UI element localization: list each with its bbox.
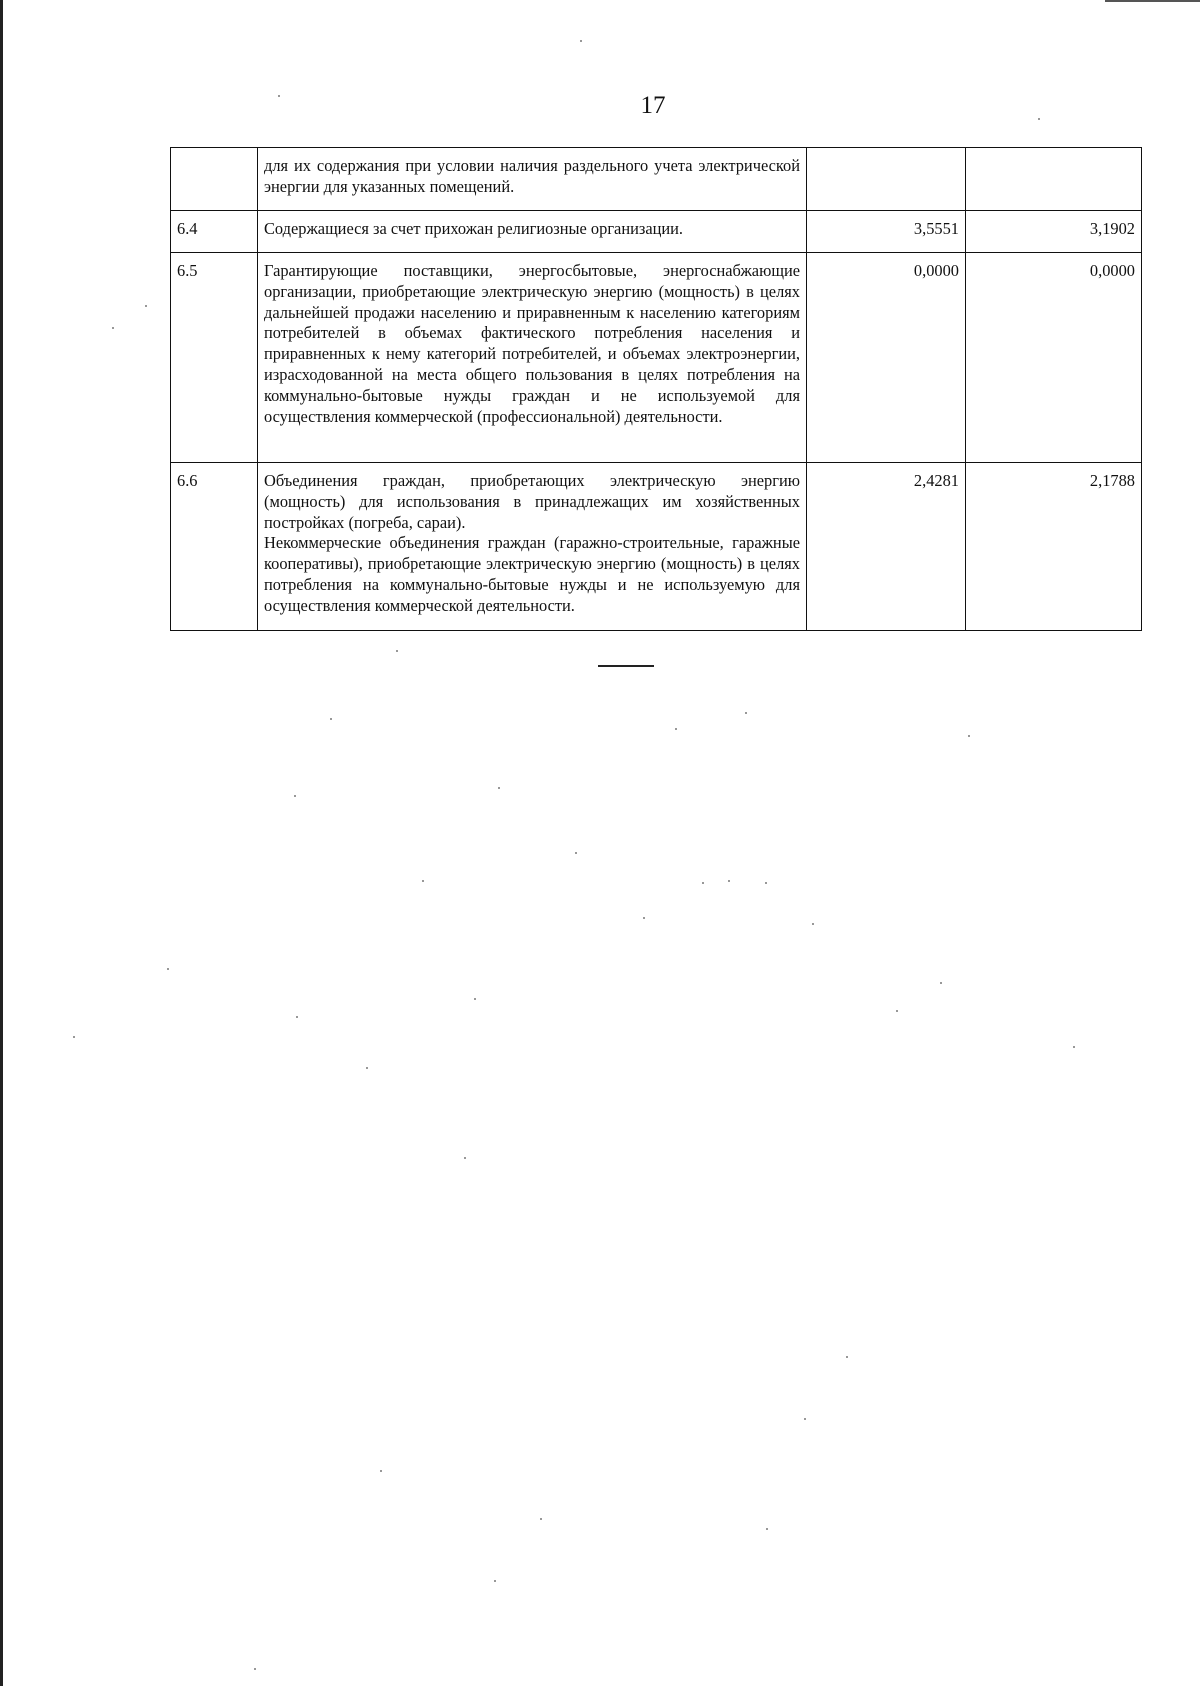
scan-speck <box>940 982 942 984</box>
scan-speck <box>846 1356 848 1358</box>
row-value-1: 3,5551 <box>807 211 966 253</box>
table-row <box>171 463 1142 631</box>
row-value-2: 2,1788 <box>966 463 1142 631</box>
description-paragraph: для их содержания при условии наличия раздельного учета электрической энергии для указанных помещений. <box>264 156 800 196</box>
row-description <box>258 463 807 631</box>
scan-speck <box>498 787 500 789</box>
scan-speck <box>968 735 970 737</box>
description-paragraph: Содержащиеся за счет прихожан религиозные организации. <box>264 219 684 238</box>
scan-speck <box>464 1157 466 1159</box>
scan-edge-left <box>0 0 3 1686</box>
scan-speck <box>575 852 577 854</box>
row-number <box>171 148 258 211</box>
row-number: 6.5 <box>171 253 258 463</box>
scan-speck <box>73 1036 75 1038</box>
scan-speck <box>1038 118 1040 120</box>
scan-speck <box>812 923 814 925</box>
description-paragraph: Объединения граждан, приобретающих электрическую энергию (мощность) для использования в принадлежащих им хозяйственных постройках (погреба, сараи). <box>264 471 800 532</box>
row-description <box>258 211 807 253</box>
scan-speck <box>296 1016 298 1018</box>
scan-speck <box>145 305 147 307</box>
row-value-2: 3,1902 <box>966 211 1142 253</box>
row-value-1: 2,4281 <box>807 463 966 631</box>
scan-speck <box>330 718 332 720</box>
table-row <box>171 148 1142 211</box>
scan-speck <box>702 882 704 884</box>
scan-speck <box>766 1528 768 1530</box>
scan-speck <box>745 712 747 714</box>
scan-speck <box>580 40 582 42</box>
row-value-2 <box>966 148 1142 211</box>
end-of-document-rule <box>598 665 654 667</box>
scan-speck <box>494 1580 496 1582</box>
scan-speck <box>643 917 645 919</box>
table-row <box>171 253 1142 463</box>
row-number: 6.6 <box>171 463 258 631</box>
scan-speck <box>167 968 169 970</box>
scan-speck <box>294 795 296 797</box>
scan-speck <box>380 1470 382 1472</box>
scan-speck <box>254 1668 256 1670</box>
description-paragraph: Некоммерческие объединения граждан (гаражно-строительные, гаражные кооперативы), приобретающие электрическую энергию (мощность) в целях потребления на коммунально-бытовые нужды и не используемую для осуществления коммерческой деятельности. <box>264 533 800 615</box>
scan-speck <box>1073 1046 1075 1048</box>
scan-speck <box>278 95 280 97</box>
row-value-1 <box>807 148 966 211</box>
row-value-2: 0,0000 <box>966 253 1142 463</box>
scan-speck <box>112 327 114 329</box>
scan-speck <box>366 1067 368 1069</box>
scan-speck <box>896 1010 898 1012</box>
scan-speck <box>422 880 424 882</box>
scan-speck <box>804 1418 806 1420</box>
scan-speck <box>474 998 476 1000</box>
description-paragraph: Гарантирующие поставщики, энергосбытовые, энергоснабжающие организации, приобретающие электрическую энергию (мощность) в целях дальнейшей продажи населению и приравненным к населению категориям потребителей в объемах фактического потребления населения и приравненных к нему категорий потребителей, и объемах электроэнергии, израсходованной на места общего пользования в целях потребления на коммунально-бытовые нужды граждан и не используемой для осуществления коммерческой (профессиональной) деятельности. <box>264 261 800 426</box>
tariff-table <box>170 147 1142 631</box>
scan-speck <box>675 728 677 730</box>
row-number: 6.4 <box>171 211 258 253</box>
row-value-1: 0,0000 <box>807 253 966 463</box>
table-row <box>171 211 1142 253</box>
scan-speck <box>540 1518 542 1520</box>
row-description <box>258 253 807 463</box>
row-description <box>258 148 807 211</box>
scan-speck <box>396 650 398 652</box>
page-number: 17 <box>640 92 666 119</box>
scan-speck <box>765 882 767 884</box>
scan-edge-top <box>1105 0 1200 2</box>
scan-speck <box>728 880 730 882</box>
